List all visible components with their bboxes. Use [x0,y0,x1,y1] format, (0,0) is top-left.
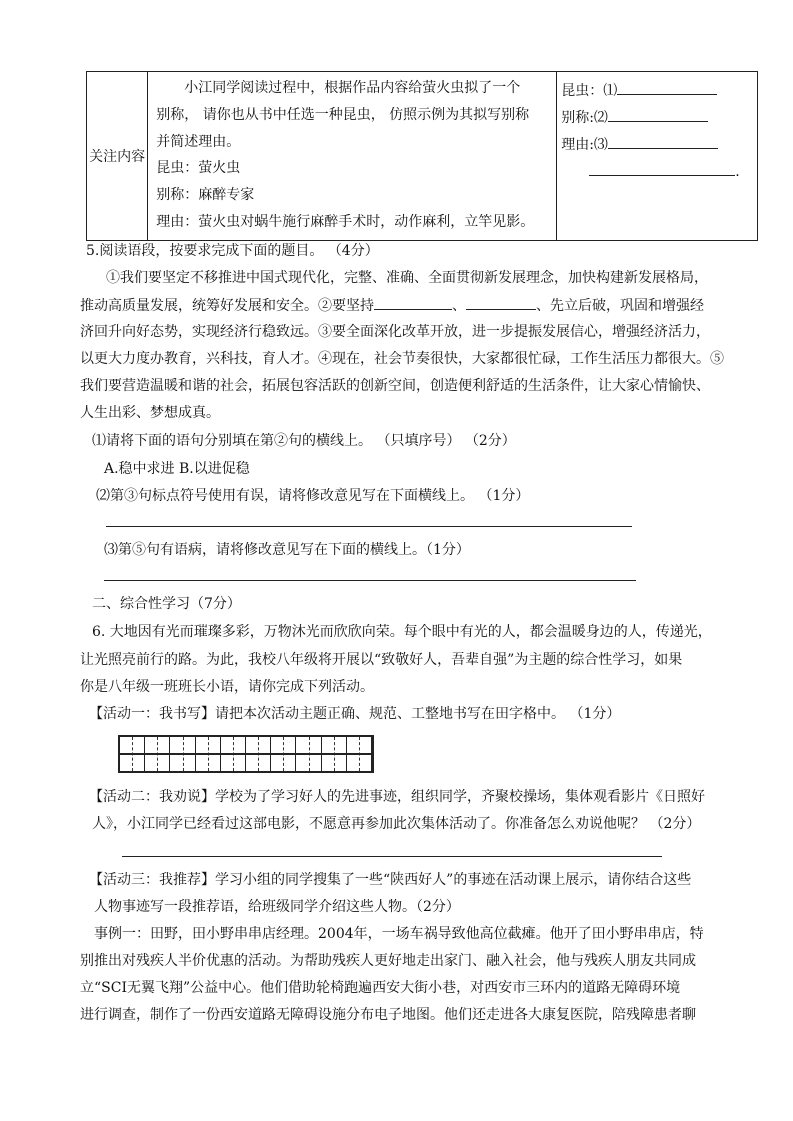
blank-2[interactable] [466,295,536,310]
content-line: 别称：麻醉专家 [156,187,255,204]
example-line: 别推出对残疾人半价优惠的活动。为帮助残疾人更好地走出家门、融入社会，他与残疾人朋友共同成 [80,953,696,969]
blank-1[interactable] [374,295,452,310]
q5-options: A.稳中求进 B.以进促稳 [104,461,250,477]
example-line: 事例一：田野，田小野串串店经理。2004年，一场车祸导致他高位截瘫。他开了田小野串串店，特 [94,926,704,942]
table-label: 关注内容 [89,148,146,165]
reason-blank-2[interactable] [589,161,735,176]
content-line: 小江同学阅读过程中，根据作品内容给萤火虫拟了一个 [184,80,521,96]
content-line: 昆虫：萤火虫 [156,160,241,177]
content-line: 别称， 请你也从书中任选一种昆虫， 仿照示例为其拟写别称 [156,106,530,123]
passage-line: 人生出彩、梦想成真。 [80,405,220,421]
q6-intro-line: 你是八年级一班班长小语，请你完成下列活动。 [80,679,374,695]
passage-line: 我们要营造温暖和谐的社会，拓展包容活跃的创新空间，创造便利舒适的生活条件，让大家心情愉快、 [80,378,710,394]
insect-blank[interactable] [617,80,717,95]
passage-text: 、 [452,298,466,314]
answer-line-sub2[interactable] [106,526,632,527]
table-answer-cell [557,72,758,241]
activity-1: 【活动一：我书写】请把本次活动主题正确、规范、工整地书写在田字格中。 （1分） [89,706,621,722]
passage-text: 、先立后破，巩固和增强经 [536,298,704,314]
alias-blank[interactable] [608,107,708,122]
passage-text: 推动高质量发展，统筹好发展和安全。②要坚持 [80,298,374,314]
table-label-cell [87,72,148,241]
passage-line: 济回升向好态势，实现经济行稳致远。③要全面深化改革开放，进一步提振发展信心，增强经济活力， [80,324,710,340]
passage-line: 以更大力度办教育，兴科技，育人才。④现在，社会节奏很快，大家都很忙碌，工作生活压力都很大。⑤ [80,351,724,367]
activity-3-line: 人物事迹写一段推荐语，给班级同学介绍这些人物。（2分） [94,899,460,915]
q5-sub1: ⑴请将下面的语句分别填在第②句的横线上。 （只填序号） （2分） [92,433,516,449]
section-2-title: 二、综合性学习（7分） [92,596,241,612]
activity-3-line: 【活动三：我推荐】学习小组的同学搜集了一些“陕西好人”的事迹在活动课上展示，请你结合这些 [89,872,692,888]
example-line: 进行调查，制作了一份西安道路无障碍设施分布电子地图。他们还走进各大康复医院，陪残障患者聊 [80,1007,696,1023]
q5-sub2: ⑵第③句标点符号使用有误，请将修改意见写在下面横线上。 （1分） [96,488,530,504]
q6-intro-line: 6. 大地因有光而璀璨多彩，万物沐光而欣欣向荣。每个眼中有光的人，都会温暖身边的人，传递光， [92,624,712,640]
activity-2-line: 人》，小江同学已经看过这部电影，不愿意再参加此次集体活动了。你准备怎么劝说他呢？ （2分） [92,816,701,832]
content-line: 并简述理由。 [156,133,241,150]
period: . [735,164,740,180]
passage-line-2 [80,295,704,316]
q6-intro-line: 让光照亮前行的路。为此，我校八年级将开展以“致敬好人，吾辈自强”为主题的综合性学习，如果 [80,652,683,668]
activity-2-line: 【活动二：我劝说】学校为了学习好人的先进事迹，组织同学，齐聚校操场，集体观看影片《日照好 [89,789,705,805]
reason-blank[interactable] [608,134,718,149]
reason-label: 理由:⑶ [561,137,608,153]
example-line: 立“SCI无翼飞翔”公益中心。他们借助轮椅跑遍西安大街小巷，对西安市三环内的道路无障碍环境 [80,980,681,996]
answer-line-act2[interactable] [122,856,662,857]
alias-label: 别称:⑵ [561,110,608,126]
insect-label: 昆虫：⑴ [561,83,618,99]
writing-grid[interactable] [118,735,374,773]
table-content-cell [148,72,557,241]
answer-line-sub3[interactable] [104,580,636,581]
passage-line: ①我们要坚定不移推进中国式现代化，完整、准确、全面贯彻新发展理念，加快构建新发展格局， [106,270,708,286]
focus-table [86,71,758,241]
q5-sub3: ⑶第⑤句有语病，请将修改意见写在下面的横线上。（1分） [104,542,470,558]
content-line: 理由：萤火虫对蜗牛施行麻醉手术时，动作麻利，立竿见影。 [156,213,535,230]
q5-title: 5.阅读语段，按要求完成下面的题目。 （4分） [86,243,379,259]
